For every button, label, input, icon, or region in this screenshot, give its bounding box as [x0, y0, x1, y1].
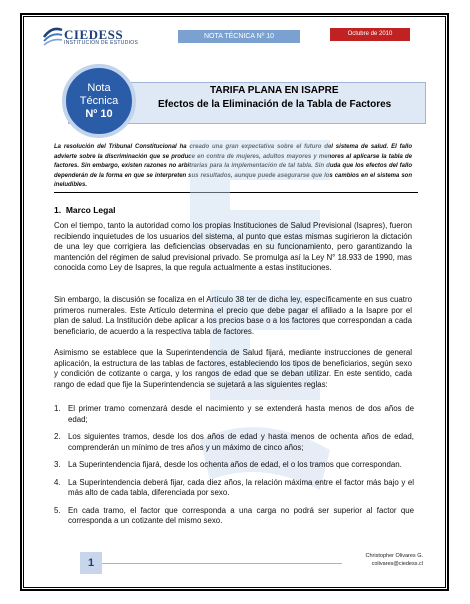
list-item — [54, 460, 414, 471]
list-item — [54, 404, 414, 425]
list-number: 4. — [54, 477, 61, 487]
section-number: 1. — [54, 205, 62, 215]
section-title: Marco Legal — [65, 205, 116, 215]
header-badge-note: NOTA TÉCNICA Nº 10 — [178, 30, 300, 43]
paragraph: Con el tiempo, tanto la autoridad como los propias Instituciones de Salud Previsional (Isapres), fueron recibiendo inquietudes de los usuarios del sistema, al punto que estas mismas sugirieron la dictación de una ley que corrigiera las deficiencias observadas en su funcionamiento, pero garantizando la mantención del régimen de salud previsional privado. Se promulga así la Ley N° 18.933 de 1990, mas conocida como Ley de Isapres, la que regula actualmente a estas instituciones. — [54, 221, 412, 272]
list-item — [54, 432, 414, 453]
badge-line-2: Técnica — [79, 94, 119, 107]
abstract-text: La resolución del Tribunal Constitucional ha creado una gran expectativa sobre el futuro del sistema de salud. El fallo advierte sobre la discriminación que se produce en contra de mujeres, adultos mayores y menores al aplicarse la tabla de factores. Sin embargo, existen razones no arbitrarias para la implementación de tal tabla. Sin duda que los efectos del fallo dependerán de la forma en que se interpreten sus resultados, aunque puede asegurarse que los cambios en el sistema son ineludibles. — [54, 144, 412, 188]
section-heading — [54, 205, 115, 215]
abstract-divider — [54, 192, 418, 193]
author-email: colivares@ciedess.cl — [371, 561, 423, 567]
footer-divider — [102, 563, 342, 564]
paragraph: Asimismo se establece que la Superintendencia de Salud fijará, mediante instrucciones de general aplicación, la estructura de las tablas de factores, estableciendo los tipos de beneficiarios, según sexo y condición de cotizante o carga, y los rangos de edad que se deban utilizar. En este sentido, cada rango de edad que fije la Superintendencia se sujetará a las siguientes reglas: — [54, 348, 412, 389]
note-number-badge — [62, 64, 136, 138]
list-number: 3. — [54, 460, 61, 469]
document-title: TARIFA PLANA EN ISAPRE — [210, 85, 339, 96]
badge-line-3: Nº 10 — [85, 107, 113, 120]
list-number: 2. — [54, 432, 61, 441]
list-text: La Superintendencia fijará, desde los ochenta años de edad, el o los tramos que correspondan. — [68, 460, 402, 469]
list-item — [54, 478, 414, 499]
list-number: 5. — [54, 505, 61, 515]
page-number: 1 — [80, 552, 102, 574]
author-name: Christopher Olivares G. — [365, 553, 423, 559]
logo-text: CIEDESS — [64, 27, 124, 42]
list-text: La Superintendencia deberá fijar, cada diez años, la relación máxima entre el factor más bajo y el más alto de cada tabla, diferenciada por sexo. — [68, 477, 414, 497]
paragraph: Sin embargo, la discusión se focaliza en el Artículo 38 ter de dicha ley, específicamente en sus cuatro primeros numerales. Este Artículo determina el precio que debe pagar el afiliado a la Isapre por el plan de salud. La Institución debe aplicar a los precios base o a los factores que correspondan a cada beneficiario, de acuerdo a la respectiva tabla de factores. — [54, 295, 412, 336]
list-text: En cada tramo, el factor que corresponda a una carga no podrá ser superior al factor que corresponda a un cotizante del mismo sexo. — [68, 505, 414, 525]
list-text: Los siguientes tramos, desde los dos años de edad y hasta menos de ochenta años de edad, comprenderán un mínimo de tres años y un máximo de cinco años; — [68, 432, 414, 452]
rules-list — [54, 404, 414, 534]
footer-author — [343, 552, 423, 568]
list-item — [54, 506, 414, 527]
document-subtitle: Efectos de la Eliminación de la Tabla de Factores — [158, 99, 392, 110]
header-badge-date: Octubre de 2010 — [330, 28, 410, 41]
logo-subtext: INSTITUCIÓN DE ESTUDIOS — [64, 40, 139, 46]
list-text: El primer tramo comenzará desde el nacimiento y se extenderá hasta menos de dos años de edad; — [68, 404, 414, 424]
badge-line-1: Nota — [87, 81, 111, 94]
list-number: 1. — [54, 404, 61, 413]
